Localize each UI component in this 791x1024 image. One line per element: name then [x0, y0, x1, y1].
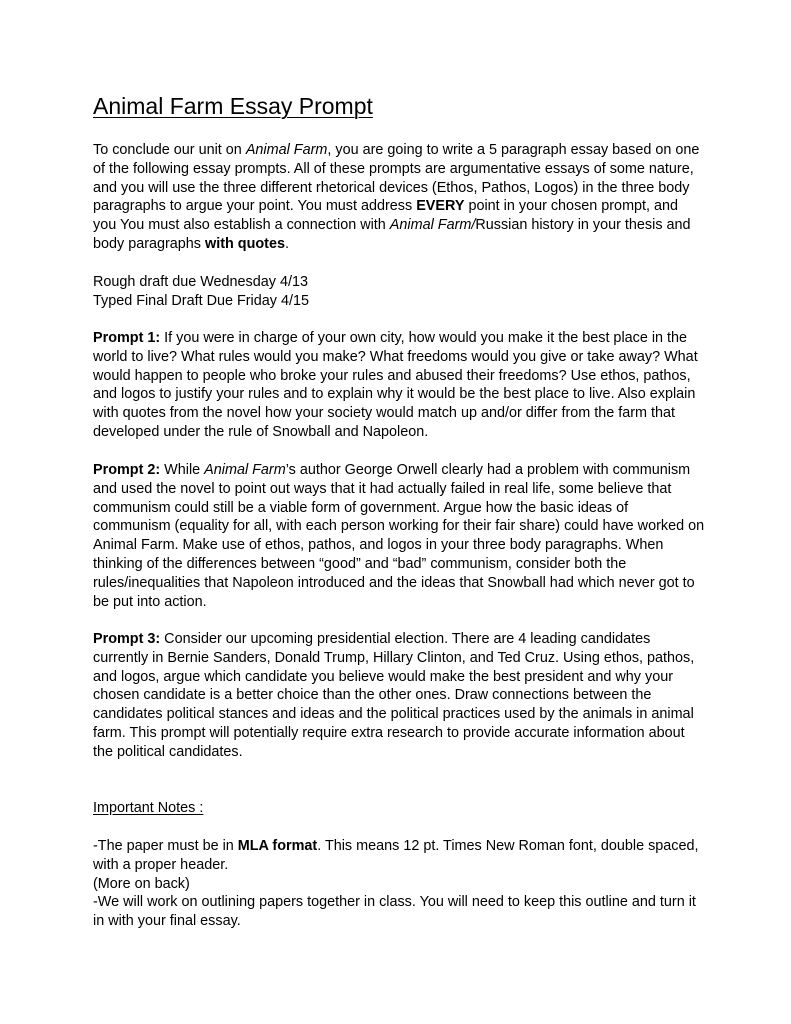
book-title: Animal Farm/: [389, 217, 476, 234]
book-title: Animal Farm: [245, 142, 328, 158]
prompt-2-paragraph: Prompt 2: While Animal Farm’s author George Orwell clearly had a problem with communism and used the novel to point out ways that it had actually failed in real life, some believe that communism could still be a viable form of government. Argue how the basic ideas of communism (equality for all, with each person working for their fair share) could have worked on Animal Farm. Make use of ethos, pathos, and logos in your three body paragraphs. When thinking of the differences between “good” and “bad” communism, consider both the rules/inequalities that Napoleon introduced and the ideas that Snowball had which never got to be put into action.: [93, 462, 705, 610]
emphasis-with-quotes: with quotes: [205, 235, 285, 252]
prompt-3-label: Prompt 3:: [93, 631, 161, 647]
page-title: Animal Farm Essay Prompt: [93, 93, 373, 119]
prompt-1-paragraph: Prompt 1: If you were in charge of your own city, how would you make it the best place in the world to live? What rules would you make? What freedoms would you give or take away? What would happen to people who broke your rules and abused their freedoms? Use ethos, pathos, and logos to justify your rules and to explain why it would be the best place to live. Also explain with quotes from the novel how your society would match up and/or differ from the farm that developed under the rule of Snowball and Napoleon.: [93, 330, 698, 440]
book-title: Animal Farm: [204, 462, 286, 478]
emphasis-mla-format: MLA format: [237, 838, 318, 854]
important-notes-list: -The paper must be in MLA format. This means 12 pt. Times New Roman font, double spaced, with a proper header. (More on back) -We will work on outlining papers together in class. You will need to keep this outline and turn it in with your final essay.: [93, 838, 699, 930]
prompt-2-label: Prompt 2:: [93, 462, 161, 478]
important-notes-heading: Important Notes :: [93, 800, 204, 816]
prompt-3-paragraph: Prompt 3: Consider our upcoming presidential election. There are 4 leading candidates currently in Bernie Sanders, Donald Trump, Hillary Clinton, and Ted Cruz. Using ethos, pathos, and logos, argue which candidate you believe would make the best president and why your chosen candidate is a better choice than the other ones. Draw connections between the candidates political stances and ideas and the political practices used by the animals in animal farm. This prompt will potentially require extra research to provide accurate information about the political candidates.: [93, 631, 695, 760]
prompt-1-label: Prompt 1:: [93, 330, 161, 346]
emphasis-every: EVERY: [416, 198, 465, 215]
due-dates: [93, 273, 705, 311]
final-draft-due: Typed Final Draft Due Friday 4/15: [93, 292, 309, 309]
intro-paragraph: To conclude our unit on Animal Farm, you are going to write a 5 paragraph essay based on one of the following essay prompts. All of these prompts are argumentative essays of some nature, and you will use the three different rhetorical devices (Ethos, Pathos, Logos) in the three body paragraphs to argue your point. You must address EVERY point in your chosen prompt, and you You must also establish a connection with Animal Farm/Russian history in your thesis and body paragraphs with quotes.: [93, 142, 700, 252]
rough-draft-due: Rough draft due Wednesday 4/13: [93, 274, 308, 290]
